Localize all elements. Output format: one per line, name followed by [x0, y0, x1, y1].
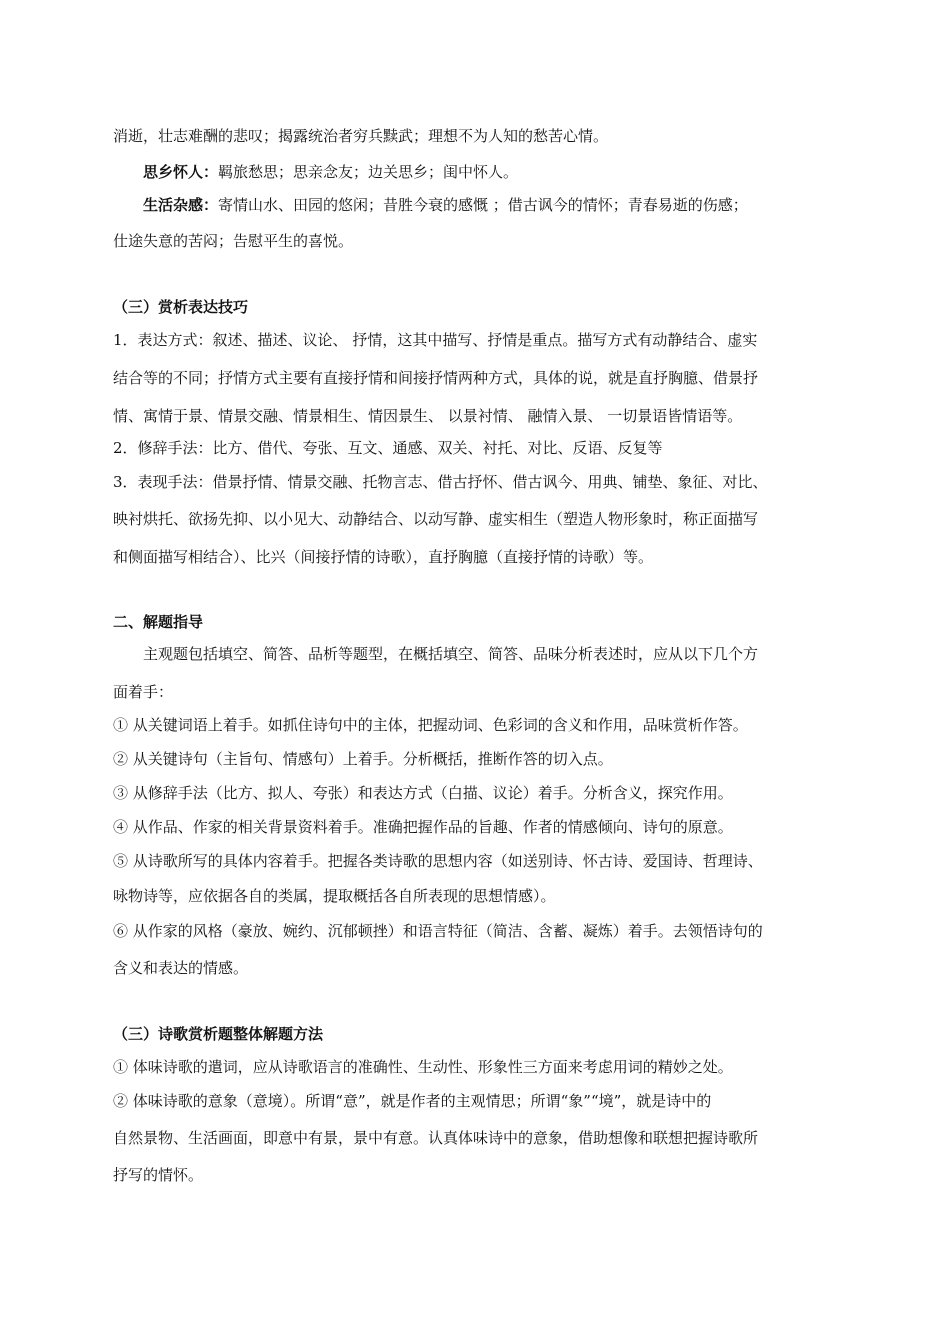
nostalgia-label: 思乡怀人： [143, 163, 219, 181]
nostalgia-text: 羁旅愁思；思亲念友；边关思乡；闺中怀人。 [218, 163, 519, 181]
guide-line: ⑥ 从作家的风格（豪放、婉约、沉郁顿挫）和语言特征（简洁、含蓄、凝炼）着手。去领悟诗句的 [113, 922, 763, 940]
life-text: 寄情山水、田园的悠闲；昔胜今衰的感慨 ；借古讽今的情怀；青春易逝的伤感； [218, 196, 748, 214]
guide-line: ③ 从修辞手法（比方、拟人、夸张）和表达方式（白描、议论）着手。分析含义，探究作用。 [113, 784, 733, 802]
techniques-line: 2．修辞手法：比方、借代、夸张、互文、通感、双关、衬托、对比、反语、反复等 [113, 439, 663, 457]
techniques-line: 结合等的不同；抒情方式主要有直接抒情和间接抒情两种方式，具体的说，就是直抒胸臆、借景抒 [113, 369, 759, 387]
guide-intro-1: 主观题包括填空、简答、品析等题型，在概括填空、简答、品味分析表述时，应从以下几个方 [143, 645, 759, 663]
techniques-line: 和侧面描写相结合）、比兴（间接抒情的诗歌），直抒胸臆（直接抒情的诗歌）等。 [113, 548, 654, 566]
method-line: 抒写的情怀。 [113, 1166, 204, 1184]
techniques-line: 情、寓情于景、情景交融、情景相生、情因景生、 以景衬情、 融情入景、 一切景语皆情语等。 [113, 407, 743, 425]
method-line: ① 体味诗歌的遣词，应从诗歌语言的准确性、生动性、形象性三方面来考虑用词的精妙之处。 [113, 1058, 733, 1076]
guide-line: ④ 从作品、作家的相关背景资料着手。准确把握作品的旨趣、作者的情感倾向、诗句的原意。 [113, 818, 733, 836]
life-line-2: 仕途失意的苦闷；告慰平生的喜悦。 [113, 232, 354, 250]
guide-line: ① 从关键词语上着手。如抓住诗句中的主体，把握动词、色彩词的含义和作用，品味赏析作答。 [113, 716, 748, 734]
method-line: 自然景物、生活画面，即意中有景，景中有意。认真体味诗中的意象，借助想像和联想把握诗歌所 [113, 1129, 759, 1147]
life-line [143, 193, 850, 217]
guide-line: ② 从关键诗句（主旨句、情感句）上着手。分析概括，推断作答的切入点。 [113, 750, 613, 768]
method-heading: （三）诗歌赏析题整体解题方法 [113, 1025, 324, 1043]
guide-line: ⑤ 从诗歌所写的具体内容着手。把握各类诗歌的思想内容（如送别诗、怀古诗、爱国诗、哲理诗、 [113, 852, 763, 870]
guide-intro-2: 面着手： [113, 683, 174, 701]
guide-line: 含义和表达的情感。 [113, 959, 249, 977]
nostalgia-line [143, 160, 850, 184]
techniques-line: 映衬烘托、欲扬先抑、以小见大、动静结合、以动写静、虚实相生（塑造人物形象时，称正面描写 [113, 510, 759, 528]
intro-line-1: 消逝，壮志难酬的悲叹；揭露统治者穷兵黩武；理想不为人知的愁苦心情。 [113, 127, 609, 145]
techniques-heading: （三）赏析表达技巧 [113, 298, 249, 316]
techniques-line: 1．表达方式：叙述、描述、议论、 抒情，这其中描写、抒情是重点。描写方式有动静结合、虚实 [113, 331, 758, 349]
guide-heading: 二、解题指导 [113, 613, 204, 631]
guide-line: 咏物诗等，应依据各自的类属，提取概括各自所表现的思想情感）。 [113, 887, 556, 905]
techniques-line: 3．表现手法：借景抒情、情景交融、托物言志、借古抒怀、借古讽今、用典、铺垫、象征、对比、 [113, 473, 768, 491]
method-line: ② 体味诗歌的意象（意境）。所谓“意”，就是作者的主观情思；所谓“象”“境”，就是诗中的 [113, 1092, 712, 1110]
life-label: 生活杂感： [143, 196, 219, 214]
